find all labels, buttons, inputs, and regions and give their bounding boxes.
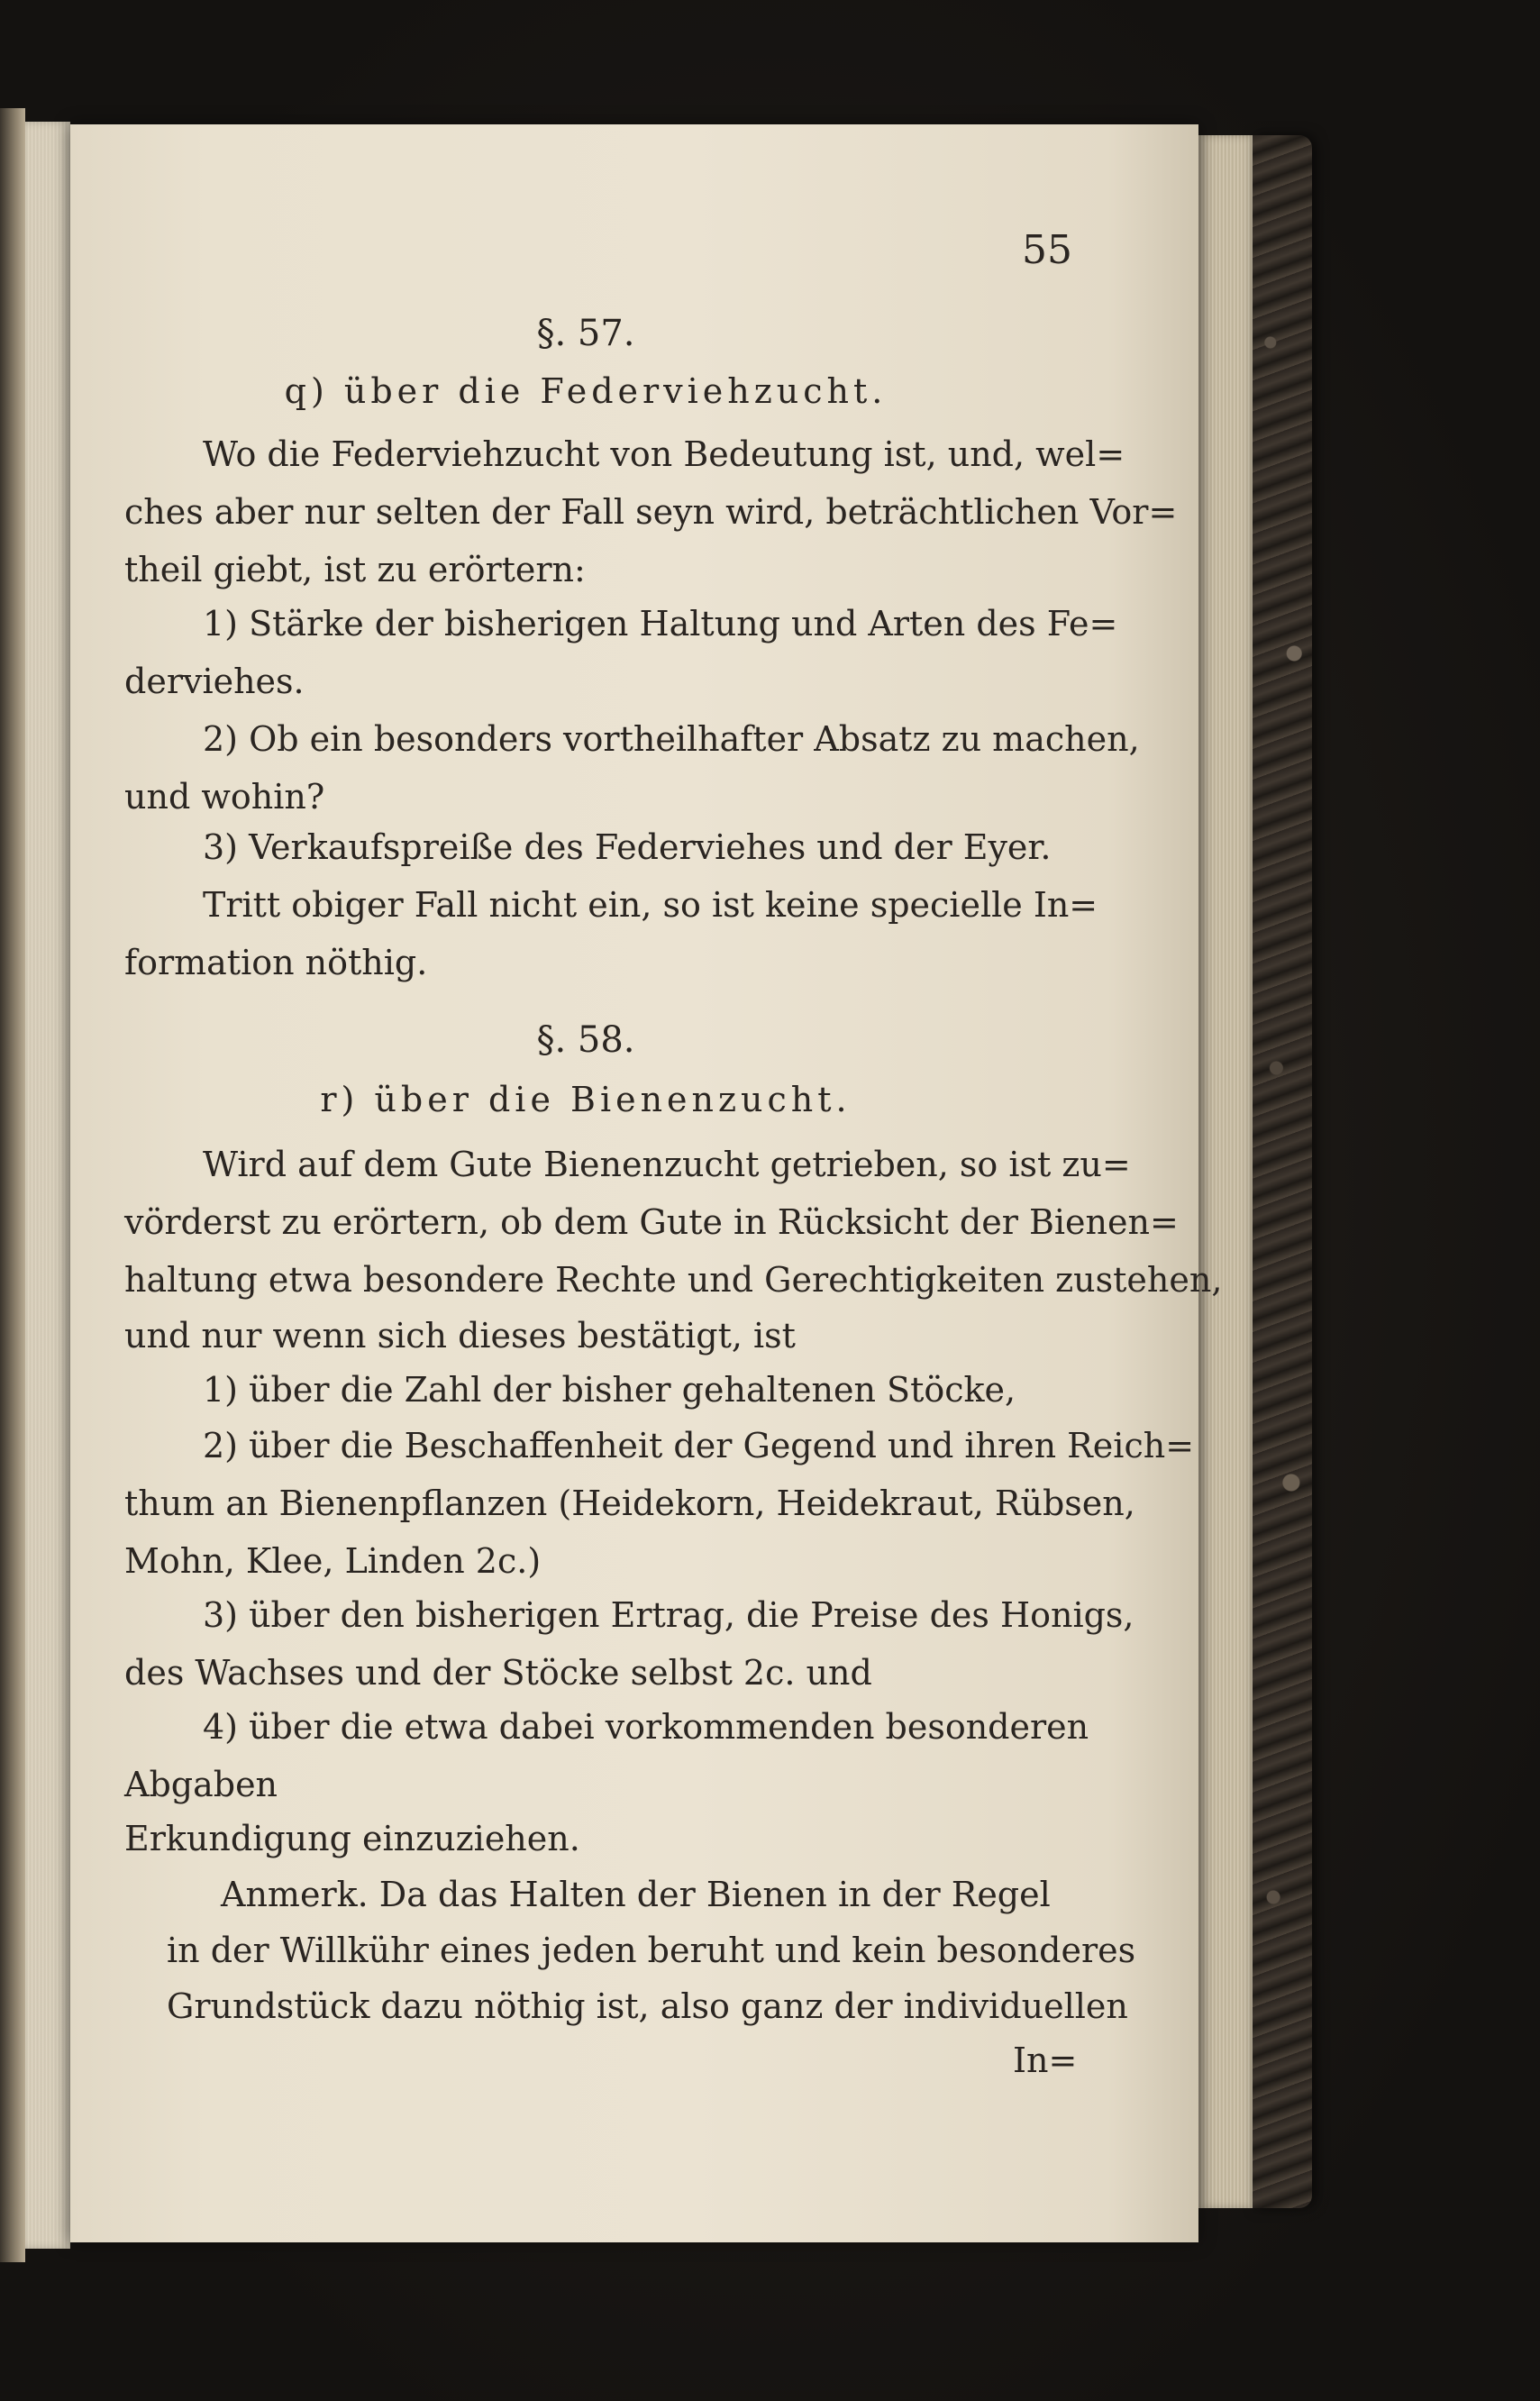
- section-58-note-line-3: Grundstück dazu nöthig ist, also ganz der individuellen: [167, 1986, 1128, 2026]
- section-57-item-2-cont: und wohin?: [124, 777, 325, 817]
- right-page-stack: [1198, 135, 1253, 2208]
- section-58-heading: §. 58.: [536, 1019, 635, 1061]
- section-57-title: q) über die Federviehzucht.: [284, 371, 888, 411]
- section-57-item-1: 1) Stärke der bisherigen Haltung und Arten des Fe=: [203, 604, 1118, 644]
- section-57-item-1-cont: derviehes.: [124, 662, 305, 701]
- section-57-intro-line-2: ches aber nur selten der Fall seyn wird, beträchtlichen Vor=: [124, 492, 1178, 532]
- section-57-heading: §. 57.: [536, 313, 635, 354]
- section-58-item-2-cont-1: thum an Bienenpflanzen (Heidekorn, Heidekraut, Rübsen,: [124, 1484, 1135, 1523]
- section-57-closing-line-2: formation nöthig.: [124, 943, 428, 982]
- section-58-note-line-2: in der Willkühr eines jeden beruht und kein besonderes: [167, 1931, 1136, 1970]
- catchword: In=: [1013, 2040, 1078, 2080]
- section-57-item-2: 2) Ob ein besonders vortheilhafter Absatz zu machen,: [203, 719, 1140, 759]
- marbled-cover: [1253, 135, 1312, 2208]
- section-57-intro-line-3: theil giebt, ist zu erörtern:: [124, 550, 586, 589]
- section-58-note-line-1: Anmerk. Da das Halten der Bienen in der Regel: [221, 1875, 1051, 1914]
- section-58-intro-line-4: und nur wenn sich dieses bestätigt, ist: [124, 1316, 796, 1356]
- section-58-item-3: 3) über den bisherigen Ertrag, die Preise des Honigs,: [203, 1595, 1134, 1635]
- section-58-item-4-cont: Abgaben: [124, 1765, 278, 1804]
- section-58-closing: Erkundigung einzuziehen.: [124, 1819, 580, 1858]
- section-58-item-4: 4) über die etwa dabei vorkommenden besonderen: [203, 1707, 1089, 1747]
- page-number: 55: [1022, 227, 1072, 273]
- section-57-item-3: 3) Verkaufspreiße des Federviehes und der Eyer.: [203, 827, 1052, 867]
- section-58-intro-line-2: vörderst zu erörtern, ob dem Gute in Rücksicht der Bienen=: [124, 1202, 1179, 1242]
- section-58-title: r) über die Bienenzucht.: [320, 1080, 852, 1119]
- left-cover-edge: [0, 108, 25, 2262]
- section-58-item-2: 2) über die Beschaffenheit der Gegend und ihren Reich=: [203, 1426, 1195, 1465]
- section-57-closing-line-1: Tritt obiger Fall nicht ein, so ist keine specielle In=: [203, 885, 1098, 925]
- section-58-item-2-cont-2: Mohn, Klee, Linden 2c.): [124, 1541, 542, 1581]
- section-58-item-3-cont: des Wachses und der Stöcke selbst 2c. und: [124, 1653, 872, 1693]
- section-58-intro-line-3: haltung etwa besondere Rechte und Gerechtigkeiten zustehen,: [124, 1260, 1223, 1300]
- section-58-item-1: 1) über die Zahl der bisher gehaltenen Stöcke,: [203, 1370, 1016, 1410]
- section-58-intro-line-1: Wird auf dem Gute Bienenzucht getrieben, so ist zu=: [203, 1145, 1131, 1184]
- left-page-stack: [25, 122, 70, 2249]
- section-57-intro-line-1: Wo die Federviehzucht von Bedeutung ist, und, wel=: [203, 434, 1125, 474]
